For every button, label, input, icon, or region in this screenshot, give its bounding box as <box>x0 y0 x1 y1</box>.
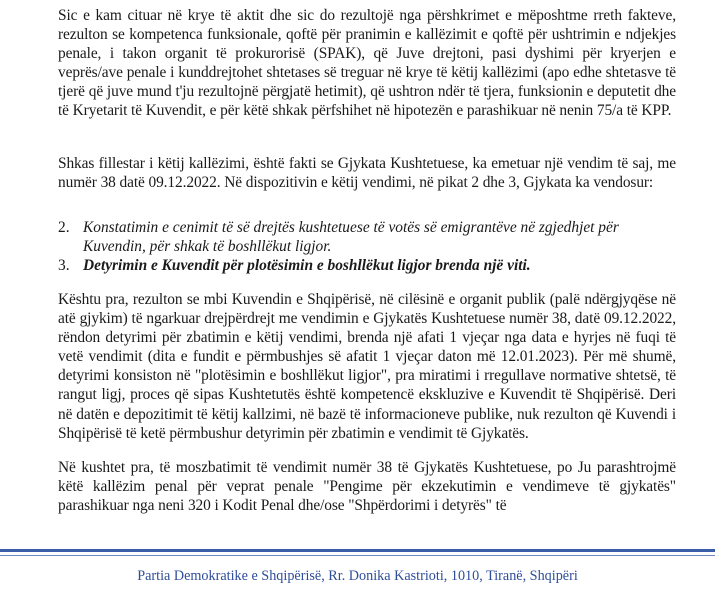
decision-point-number: 2. <box>58 219 70 236</box>
decision-point-number: 3. <box>58 257 70 275</box>
paragraph-obligation: Kështu pra, rezulton se mbi Kuvendin e Shqipërisë, në cilësinë e organit publik (palë ndërgjyqëse në atë gjykim) të ngarkuar drejpërdrejt me vendimin e Gjykatës Kushtetuese numër 38, datë 09.12.2022, rëndon detyrimi për zbatimin e këtij vendimi, brenda një afati 1 vjeçar nga data e hyrjes në fuqi të vetë vendimit (dita e fundit e përmbushjes së afatit 1 vjeçar daton më 12.01.2023). Për më shumë, detyrimi konsiston në "plotësimin e boshllëkut ligjor", pra miratimi i rregullave normative shtetsë, të rangut ligj, proces që sipas Kushtetutës është kompetencë ekskluzive e Kuvendit të Shqipërisë. Deri në datën e depozitimit të këtij kallzimi, në bazë të informacioneve publike, nuk rezulton që Kuvendi i Shqipërisë të ketë përmbushur detyrimin për zbatimin e vendimit të Gjykatës. <box>58 291 676 442</box>
footer-address: Partia Demokratike e Shqipërisë, Rr. Donika Kastrioti, 1010, Tiranë, Shqipëri <box>137 568 578 584</box>
decision-point-item <box>58 256 676 275</box>
paragraph-competence: Sic e kam cituar në krye të aktit dhe sic do rezultojë nga përshkrimet e mëposhtme rreth fakteve, rezulton se kompetenca funksionale, qoftë për pranimin e kallëzimit e qoftë për ushtrimin e ndjekjes penale, i takon organit të prokurorisë (SPAK), që Juve drejtoni, pasi dyshimi për kryerjen e veprës/ave penale i kunddrejtohet shtetases së treguar në krye të këtij kallëzimi (apo edhe shtetasve të tjerë që juve mund t'ju rezultojnë përgjatë hetimit), që ushtron ndër të tjera, funksionin e deputetit dhe të Kryetarit të Kuvendit, e për këtë shkak përfshihet në hipotezën e parashikuar në nenin 75/a të KPP. <box>58 7 676 120</box>
decision-point-item <box>58 218 676 256</box>
decision-point-text: Konstatimin e cenimit të së drejtës kushtetuese të votës së emigrantëve në zgjedhjet për Kuvendin, për shkak të boshllëkut ligjor. <box>83 219 619 256</box>
decision-point-text: Detyrimin e Kuvendit për plotësimin e boshllëkut ligjor brenda një viti. <box>83 257 531 275</box>
footer-divider-thin <box>0 555 715 556</box>
decision-points-list <box>58 218 676 275</box>
paragraph-complaint: Në kushtet pra, të moszbatimit të vendimit numër 38 të Gjykatës Kushtetuese, po Ju parashtrojmë këtë kallëzim penal për veprat penale "Pengime për ekzekutimin e vendimeve të gjykatës" parashikuar nga neni 320 i Kodit Penal dhe/ose "Shpërdorimi i detyrës" të <box>58 459 676 515</box>
footer-divider <box>0 549 715 552</box>
paragraph-initial-cause: Shkas fillestar i këtij kallëzimi, është fakti se Gjykata Kushtetuese, ka emetuar një vendim të saj, me numër 38 datë 09.12.2022. Në dispozitivin e këtij vendimi, në pikat 2 dhe 3, Gjykata ka vendosur: <box>58 155 676 192</box>
